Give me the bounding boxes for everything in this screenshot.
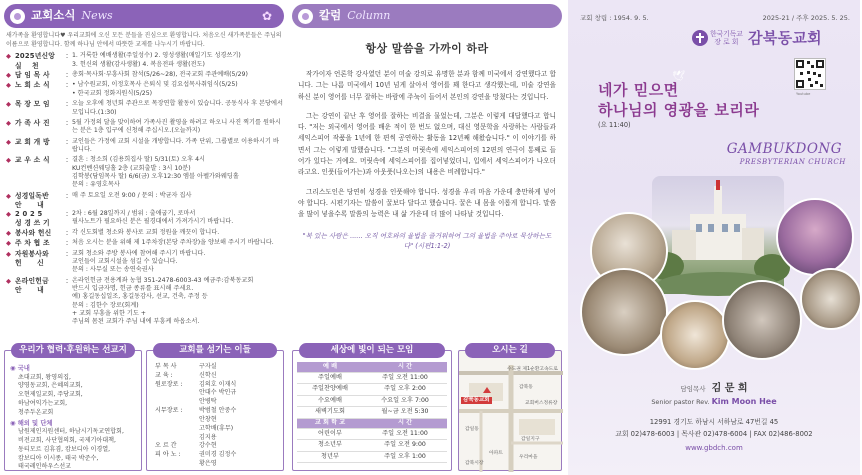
map-label: 교회버스정류장	[525, 401, 558, 406]
worship-name: 새벽기도회	[297, 407, 363, 419]
news-title-en: News	[81, 8, 113, 22]
servant-role: 부 목 사	[155, 363, 177, 370]
map-church-label: 감북동교회	[463, 397, 490, 403]
news-colon: :	[65, 71, 69, 80]
worship-row	[297, 384, 447, 396]
news-item-key: 가 족 사 진	[15, 118, 50, 127]
news-colon: :	[65, 228, 69, 237]
column-article	[292, 4, 562, 471]
news-item-value: 5월 가정의 달을 맞이하여 가족사진 촬영을 하려고 하오니 사진 찍기를 원하시는 분은 1층 입구에 신청해 주십시오.(오늘까지)	[72, 118, 281, 135]
news-item-value: 결혼 : 청소희 (김용희집사 딸) 5/31(토) 오후 4시 KU컨벤션웨딩홀 2층 (교회출발 : 3시 10분) 김학봉(담임목사 딸) 6/6(금) 오후12:30 엠블 아펠가와웨딩홀 문의 : 유영호목사	[72, 156, 239, 189]
worship-row	[297, 372, 447, 384]
servant-role: 교 육 :	[155, 371, 173, 379]
news-header	[4, 4, 284, 28]
news-bullet-icon: ◆	[6, 100, 11, 109]
column-paragraph: 작가이자 언론학 강사였던 분이 미술 강의로 유명한 분과 함께 미국에서 강연했다고 합니다. 그는 나름 미국에서 10년 넘게 살아서 영어를 꽤 한다고 생각했는데, 미술 강연을 하신 분이 영어를 너무 잘하는 바람에 주눅이 들어서 본인의 강연을 망쳤다는 것입니다.	[298, 69, 556, 101]
news-item-key: 교 회 개 방	[15, 137, 50, 146]
servants-list	[155, 363, 278, 469]
website-link[interactable]: www.gbdch.com	[685, 444, 743, 452]
worship-time: 시 간	[363, 362, 447, 372]
news-colon: :	[65, 137, 69, 146]
photo-circle	[776, 198, 854, 276]
news-bullet-icon: ◆	[6, 276, 11, 285]
news-item-key: 봉사와 헌신	[15, 228, 52, 237]
mission-group-label: ◉ 국내	[10, 365, 30, 372]
column-heading: 항상 말씀을 가까이 하라	[365, 42, 489, 55]
news-item-key: 온라인헌금 안 내	[15, 276, 49, 294]
news-bullet-icon: ◆	[6, 118, 11, 127]
news-bottom	[4, 342, 284, 471]
news-item-value: 처음 오시는 분을 위해 제 1주차장(본당 주차장)을 양보해 주시기 바랍니다.	[72, 239, 274, 247]
qr-caption: Youtube	[796, 92, 811, 96]
photo-circle	[580, 268, 668, 356]
worship-name: 교 회 학 교	[297, 418, 363, 428]
news-bullet-icon: ◆	[6, 81, 11, 90]
worship-name: 주일찬양예배	[297, 384, 363, 396]
news-bullet-icon: ◆	[6, 191, 11, 200]
phone-numbers: 교회 02)478-6003 | 목사관 02)478-6004 | FAX 02)486-8002	[615, 430, 813, 438]
worship-time: 주일 오후 1:00	[363, 451, 447, 463]
news-colon: :	[65, 191, 69, 200]
mission-group-text: 남원제인지원센터, 하남시기독교연합회, 비전교회, 사단협의회, 국제기아대책, 동티모르 김휴겸, 캄보디아 이경열, 캄보디아 이시종, 태국 박준수, 태국레인하우스선교	[18, 428, 124, 471]
column-bottom	[292, 342, 562, 471]
news-colon: :	[65, 52, 69, 61]
news-item-key: 담 임 목 사	[15, 71, 50, 80]
worship-header-row	[297, 362, 447, 372]
worship-row	[297, 407, 447, 419]
servant-names: 박범철 안중수 안창현 고학배(휴무) 김지용	[199, 407, 237, 441]
worship-row	[297, 428, 447, 440]
news-bullet-icon: ◆	[6, 156, 11, 165]
worship-time: 주일 오전 11:00	[363, 372, 447, 384]
bullet-circle-icon	[298, 9, 313, 24]
worship-time: 주일 오전 9:00	[363, 440, 447, 452]
news-colon: :	[65, 276, 69, 285]
servant-names: 구자실	[199, 363, 217, 370]
worship-table	[297, 362, 447, 463]
news-bullet-icon: ◆	[6, 52, 11, 61]
map-label: 감북동	[519, 385, 533, 390]
news-item-key: 주 차 협 조	[15, 239, 50, 248]
church-name-en: GAMBUKDONG	[726, 141, 842, 157]
worship-name: 수요예배	[297, 395, 363, 407]
pastor-name-en: Senior pastor Rev. Kim Moon Hee	[651, 397, 777, 406]
servant-names: 김의호 이재식 안대수 박인규 안병탁	[199, 380, 237, 406]
welcome-text: 새가족을 환영합니다♥ 우리교회에 오신 모든 분들을 진심으로 환영합니다. 처음오신 새가족분들은 주님의 이름으로 환영합니다. 함께 하나님 안에서 따뜻한 교제를 나누시기 바랍니다.	[6, 32, 282, 48]
news-item-value: 온라인헌금 전용계좌 농협 351-2478-6003-43 예금주:감북동교회 반드시 입금자명, 헌금 종류를 표시해 주세요. 예) 홍길동십일조, 홍길동감사, 선교, 건축, 주정 등 문의 : 김한수 장로(회계) + 교회 부흥을 위한 기도 + 주님의 몸된 교회가 주님 내에 부흥케 하옵소서.	[72, 276, 254, 326]
servant-role: 원로장로 :	[155, 380, 183, 388]
servant-role: 오 르 간	[155, 442, 177, 450]
servant-names: 권미경 김정수 황은영	[199, 451, 237, 468]
news-item-key: 노 회 소 식	[15, 81, 50, 90]
bullet-circle-icon	[10, 9, 25, 24]
news-item-value: 1. 거룩한 예배생활(주일성수) 2. 영성생활(매일기도 성경쓰기) 3. 헌신의 생활(감사생활) 4. 복음전파 생활(전도)	[72, 52, 241, 68]
news-item-key: 2025년신앙 실 천	[15, 52, 56, 70]
verse-reference: (요 11:40)	[598, 121, 631, 129]
mission-group-label: ◉ 해외 및 단체	[10, 419, 53, 427]
mission-box	[4, 344, 142, 471]
mission-title: 우리가 협력·후원하는 선교지	[11, 343, 135, 358]
news-colon: :	[65, 156, 69, 165]
worship-time: 수요일 오후 7:00	[363, 395, 447, 407]
founded-date: 교회 창립 : 1954. 9. 5.	[580, 14, 649, 22]
photo-circle	[800, 268, 862, 330]
flower-icon: ✿	[261, 8, 272, 23]
qr-icon	[795, 59, 825, 89]
worship-box	[292, 344, 452, 471]
news-item-value: 총회·목사회·부흥사회 참석(5/26~28), 전국교회 주관예배(5/29)	[72, 71, 248, 79]
church-type-en: PRESBYTERIAN CHURCH	[739, 158, 846, 166]
column-quote: "복 있는 사람은 ...... 오직 여호와의 율법을 즐거워하여 그의 율법을 주야로 묵상하는도다" (시편1:1-2)	[302, 231, 552, 251]
photo-circle	[722, 280, 802, 360]
worship-row	[297, 440, 447, 452]
news-colon: :	[65, 210, 69, 219]
dove-icon: 🕊	[672, 71, 685, 82]
news-colon: :	[65, 239, 69, 248]
worship-header-row	[297, 418, 447, 428]
directions-title: 오시는 길	[465, 343, 555, 358]
news-bullet-icon: ◆	[6, 228, 11, 237]
servant-role: 피 아 노 :	[155, 451, 181, 459]
column-title: 칼럼	[319, 8, 342, 23]
servant-names: 신학신	[199, 371, 217, 379]
news-item-value: 교인들은 가정에 교회 시설을 개방합니다. 가족 단위, 그룹별로 이용하시기 바랍니다.	[72, 137, 279, 153]
directions-box	[458, 344, 562, 471]
news-column	[4, 4, 284, 471]
map-label: 감북시장	[465, 461, 484, 466]
news-item-value: 매 주 토요일 오전 9:00 / 문의 : 박균자 집사	[72, 191, 192, 199]
map-label: 감일동	[465, 427, 479, 432]
news-bullet-icon: ◆	[6, 239, 11, 248]
news-item-key: 목 장 모 임	[15, 100, 50, 109]
church-logo-icon	[692, 30, 708, 46]
worship-name: 예 배	[297, 362, 363, 372]
map-label: 아파트	[489, 451, 503, 456]
news-item-key: 2 0 2 5 성 경 쓰 기	[15, 210, 50, 228]
news-bullet-icon: ◆	[6, 249, 11, 258]
worship-time: 주일 오전 11:00	[363, 428, 447, 440]
servants-box	[146, 344, 284, 471]
worship-name: 주일예배	[297, 372, 363, 384]
church-name: 감북동교회	[748, 29, 822, 47]
news-bullet-icon: ◆	[6, 137, 11, 146]
pastor-name: 담임목사 김 문 희	[680, 383, 748, 394]
address: 12991 경기도 하남시 서하남로 47번길 45	[649, 418, 779, 426]
church-building-photo	[652, 176, 784, 294]
qr-code[interactable]	[794, 58, 826, 90]
worship-time: 시 간	[363, 418, 447, 428]
news-bullet-icon: ◆	[6, 71, 11, 80]
verse-line-1: 네가 믿으면	[598, 81, 679, 99]
issue-number: 2025-21 / 주후 2025. 5. 25.	[762, 14, 850, 22]
servants-title: 교회를 섬기는 이들	[153, 343, 277, 358]
news-item-key: 교 우 소 식	[15, 156, 50, 165]
news-bullet-icon: ◆	[6, 210, 11, 219]
worship-name: 청년부	[297, 451, 363, 463]
worship-row	[297, 451, 447, 463]
news-item-value: 오늘 오후에 청년회 주관으로 목장연합 활동이 있습니다. 공동식사 후 본당에서 모입니다.(1:30)	[72, 100, 283, 116]
map-road-label: 수도권 제1순환고속도로	[507, 367, 558, 372]
servant-role: 시무장로 :	[155, 407, 183, 415]
news-colon: :	[65, 249, 69, 258]
news-item-key: 자원봉사와 헌 신	[15, 249, 49, 267]
logo-subtitle: 한국기독교 장 로 회	[710, 30, 743, 47]
news-title: 교회소식	[31, 8, 76, 23]
servant-names: 강수현	[199, 442, 217, 450]
worship-name: 청소년부	[297, 440, 363, 452]
map-label: 우리마을	[519, 455, 538, 460]
column-header	[292, 4, 562, 28]
news-item-key: 성경일독반 안 내	[15, 191, 49, 209]
news-item-value: 교회 청소와 주방 봉사에 참여해 주시기 바랍니다. 교인들이 교회시설을 섬길 수 있습니다. 문의 : 사무실 또는 송연숙권사	[72, 249, 206, 274]
worship-title: 세상에 빛이 되는 모임	[299, 343, 445, 358]
news-list	[6, 52, 284, 328]
cover	[568, 0, 860, 475]
worship-time: 주일 오후 2:00	[363, 384, 447, 396]
verse-line-2: 하나님의 영광을 보리라	[598, 101, 760, 119]
news-item-value: • 남수원교회, 이정호목사 은퇴식 및 김요섭목사취임식(5/25) • 한국교회 정화지원식(5/25)	[72, 81, 238, 97]
news-item-value: 각 신도회별 청소와 봉사로 교회 정원을 깨끗이 합니다.	[72, 228, 220, 236]
column-title-en: Column	[347, 8, 391, 22]
news-colon: :	[65, 118, 69, 127]
worship-time: 월~금 오전 5:30	[363, 407, 447, 419]
map-label: 감일지구	[521, 437, 540, 442]
photo-circle	[660, 300, 730, 370]
column-paragraph: 그리스도인은 당연히 성경을 인풋해야 합니다. 성경을 우리 마음 가운데 충만하게 넣어야 합니다. 시편기자는 말씀이 꿀보다 달다고 했습니다. 꿀은 내 몸을 이롭게 합니다. 말씀을 많이 넣을수록 말씀의 능력은 내 삶 가운데 더 많이 나타날 것입니다.	[298, 187, 556, 219]
news-colon: :	[65, 81, 69, 90]
news-colon: :	[65, 100, 69, 109]
news-item-value: 2차 : 6월 28일까지 / 범위 : 출애굽기, 로마서 필사노트가 필요하신 분은 필경대에서 가져가시기 바랍니다.	[72, 210, 234, 226]
worship-row	[297, 395, 447, 407]
mission-group-text: 초대교회, 왕영의집, 양영동교회, 은혜의교회, 오현제일교회, 주당교회, 하남여익가는교회, 청주두온교회	[18, 373, 83, 416]
worship-name: 어린이부	[297, 428, 363, 440]
column-paragraph: 그는 강연이 끝난 후 영어를 잘하는 비결을 물었는데, 그분은 이렇게 대답했다고 합니다. "저는 외국에서 영어를 배운 적이 한 번도 없으며, 대신 영문학을 사랑하는 사람들과 세익스피어 작품을 1년에 한 편씩 공연하는 활동을 12년째 해왔습니다." 이 이야기를 하면서 그는 이렇게 말했습니다. "그분의 머릿속에 세익스피어의 12편의 연극이 통째로 들어가 있다는 거예요. 머릿속에 세익스피어를 집어넣었더니, 입에서 세익스피어가 나오더라고요. 인풋(들어가는)과 아웃풋(나오는)의 내용은 비례합니다."	[298, 111, 556, 177]
